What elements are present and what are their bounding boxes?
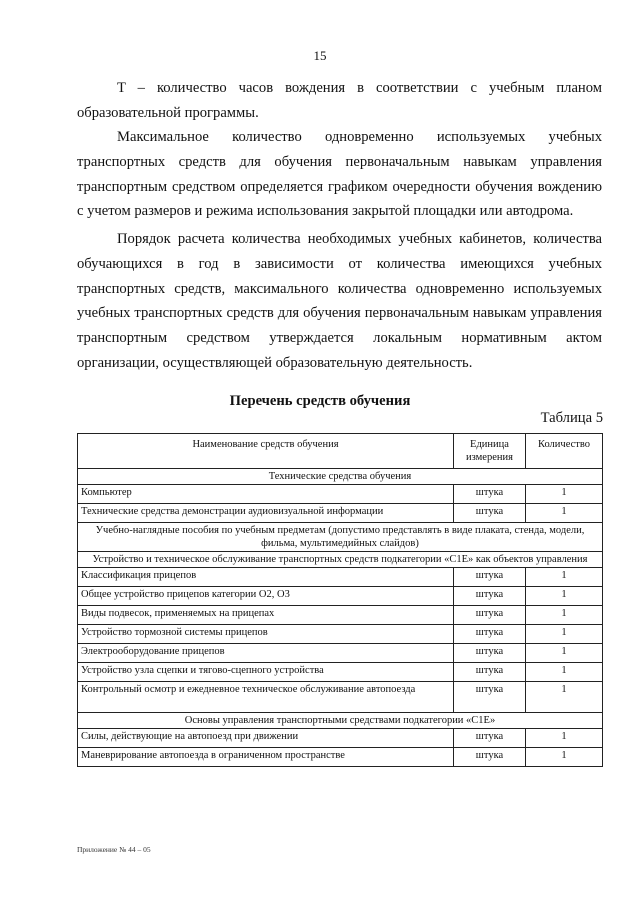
item-name: Электрооборудование прицепов — [78, 644, 454, 663]
item-unit: штука — [454, 568, 526, 587]
table-label: Таблица 5 — [540, 410, 603, 426]
item-unit: штука — [454, 663, 526, 682]
section-row — [78, 713, 603, 729]
header-quantity: Количество — [526, 434, 603, 469]
table-row — [78, 504, 603, 523]
table-row — [78, 568, 603, 587]
item-name: Устройство тормозной системы прицепов — [78, 625, 454, 644]
training-means-table — [77, 433, 603, 767]
table-row — [78, 682, 603, 713]
item-unit: штука — [454, 625, 526, 644]
item-name: Компьютер — [78, 485, 454, 504]
paragraph-1 — [77, 76, 602, 126]
section-title-cell: Устройство и техническое обслуживание транспортных средств подкатегории «C1E» как объектов управления — [78, 552, 603, 568]
item-quantity: 1 — [526, 625, 603, 644]
table-row — [78, 485, 603, 504]
item-quantity: 1 — [526, 606, 603, 625]
section-title-cell: Основы управления транспортными средствами подкатегории «C1E» — [78, 713, 603, 729]
item-unit: штука — [454, 682, 526, 713]
paragraph-2 — [77, 125, 602, 224]
item-quantity: 1 — [526, 729, 603, 748]
table-row — [78, 729, 603, 748]
footer-note: Приложение № 44 – 05 — [77, 845, 151, 854]
paragraph-3 — [77, 227, 602, 376]
table-row — [78, 606, 603, 625]
paragraph-text: T – количество часов вождения в соответствии с учебным планом образовательной программы. — [77, 80, 602, 121]
page-number: 15 — [313, 48, 327, 63]
header-name: Наименование средств обучения — [78, 434, 454, 469]
paragraph-text: Порядок расчета количества необходимых учебных кабинетов, количества обучающихся в год в зависимости от количества имеющихся учебных транспортных средств, максимального количества одновременно используемых учебных транспортных средств для обучения первоначальным навыкам управления транспортным средством утверждается локальным нормативным актом организации, осуществляющей образовательную деятельность. — [77, 231, 602, 371]
item-unit: штука — [454, 504, 526, 523]
item-quantity: 1 — [526, 568, 603, 587]
item-name: Виды подвесок, применяемых на прицепах — [78, 606, 454, 625]
item-name: Технические средства демонстрации аудиовизуальной информации — [78, 504, 454, 523]
section-title-cell: Технические средства обучения — [78, 469, 603, 485]
section-title-cell: Учебно-наглядные пособия по учебным предметам (допустимо представлять в виде плаката, стенда, модели, фильма, мультимедийных слайдов) — [78, 523, 603, 552]
item-name: Классификация прицепов — [78, 568, 454, 587]
table-row — [78, 587, 603, 606]
table-row — [78, 644, 603, 663]
item-unit: штука — [454, 485, 526, 504]
item-name: Устройство узла сцепки и тягово-сцепного устройства — [78, 663, 454, 682]
item-unit: штука — [454, 748, 526, 767]
table-header-row — [78, 434, 603, 469]
item-quantity: 1 — [526, 748, 603, 767]
item-name: Силы, действующие на автопоезд при движении — [78, 729, 454, 748]
section-row — [78, 552, 603, 568]
item-unit: штука — [454, 606, 526, 625]
paragraph-text: Максимальное количество одновременно используемых учебных транспортных средств для обучения первоначальным навыкам управления транспортным средством определяется графиком очередности обучения вождению с учетом размеров и режима использования закрытой площадки или автодрома. — [77, 129, 602, 220]
table-row — [78, 663, 603, 682]
item-quantity: 1 — [526, 485, 603, 504]
item-quantity: 1 — [526, 663, 603, 682]
header-unit: Единица измерения — [454, 434, 526, 469]
table-row — [78, 748, 603, 767]
item-quantity: 1 — [526, 682, 603, 713]
item-name: Общее устройство прицепов категории О2, О3 — [78, 587, 454, 606]
item-name: Маневрирование автопоезда в ограниченном пространстве — [78, 748, 454, 767]
table-row — [78, 625, 603, 644]
item-unit: штука — [454, 644, 526, 663]
section-row — [78, 523, 603, 552]
item-quantity: 1 — [526, 587, 603, 606]
item-unit: штука — [454, 587, 526, 606]
item-quantity: 1 — [526, 504, 603, 523]
item-unit: штука — [454, 729, 526, 748]
item-quantity: 1 — [526, 644, 603, 663]
item-name: Контрольный осмотр и ежедневное техническое обслуживание автопоезда — [78, 682, 454, 713]
section-row — [78, 469, 603, 485]
section-title: Перечень средств обучения — [229, 393, 411, 409]
